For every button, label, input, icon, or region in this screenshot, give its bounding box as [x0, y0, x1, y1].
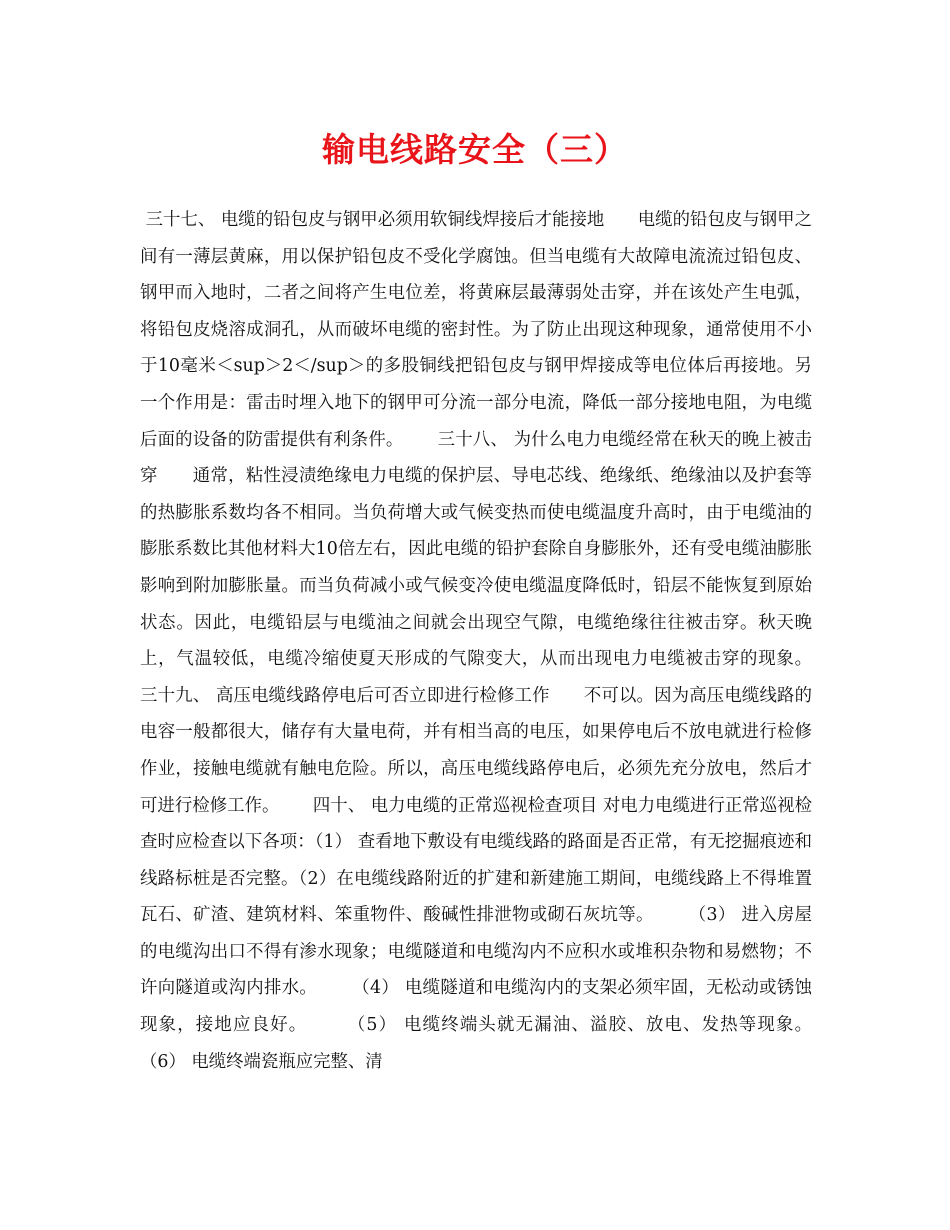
document-title: 输电线路安全（三）	[322, 130, 628, 169]
document-body: 三十七、 电缆的铅包皮与钢甲必须用软铜线焊接后才能接地 电缆的铅包皮与钢甲之间有一薄层黄麻，用以保护铅包皮不受化学腐蚀。但当电缆有大故障电流流过铅包皮、钢甲而入地时，二者之间将产生电位差，将黄麻层最薄弱处击穿，并在该处产生电弧，将铅包皮烧溶成洞孔，从而破坏电缆的密封性。为了防止出现这种现象，通常使用不小于10毫米＜sup＞2＜/sup＞的多股铜线把铅包皮与钢甲焊接成等电位体后再接地。另一个作用是：雷击时埋入地下的钢甲可分流一部分电流，降低一部分接地电阻，为电缆后面的设备的防雷提供有利条件。 三十八、 为什么电力电缆经常在秋天的晚上被击穿 通常，粘性浸渍绝缘电力电缆的保护层、导电芯线、绝缘纸、绝缘油以及护套等的热膨胀系数均各不相同。当负荷增大或气候变热而使电缆温度升高时，由于电缆油的膨胀系数比其他材料大10倍左右，因此电缆的铅护套除自身膨胀外，还有受电缆油膨胀影响到附加膨胀量。而当负荷减小或气候变冷使电缆温度降低时，铅层不能恢复到原始状态。因此，电缆铅层与电缆油之间就会出现空气隙，电缆绝缘往往被击穿。秋天晚上，气温较低，电缆冷缩使夏天形成的气隙变大，从而出现电力电缆被击穿的现象。 三十九、 高压电缆线路停电后可否立即进行检修工作 不可以。因为高压电缆线路的电容一般都很大，储存有大量电荷，并有相当高的电压，如果停电后不放电就进行检修作业，接触电缆就有触电危险。所以，高压电缆线路停电后，必须先充分放电，然后才可进行检修工作。 四十、 电力电缆的正常巡视检查项目 对电力电缆进行正常巡视检查时应检查以下各项：（1） 查看地下敷设有电缆线路的路面是否正常，有无挖掘痕迹和线路标桩是否完整。（2）在电缆线路附近的扩建和新建施工期间，电缆线路上不得堆置瓦石、矿渣、建筑材料、笨重物件、酸碱性排泄物或砌石灰坑等。 （3） 进入房屋的电缆沟出口不得有渗水现象；电缆隧道和电缆沟内不应积水或堆积杂物和易燃物；不许向隧道或沟内排水。 （4） 电缆隧道和电缆沟内的支架必须牢固，无松动或锈蚀现象，接地应良好。 （5） 电缆终端头就无漏油、溢胶、放电、发热等现象。 （6） 电缆终端瓷瓶应完整、清	[140, 210, 846, 1072]
